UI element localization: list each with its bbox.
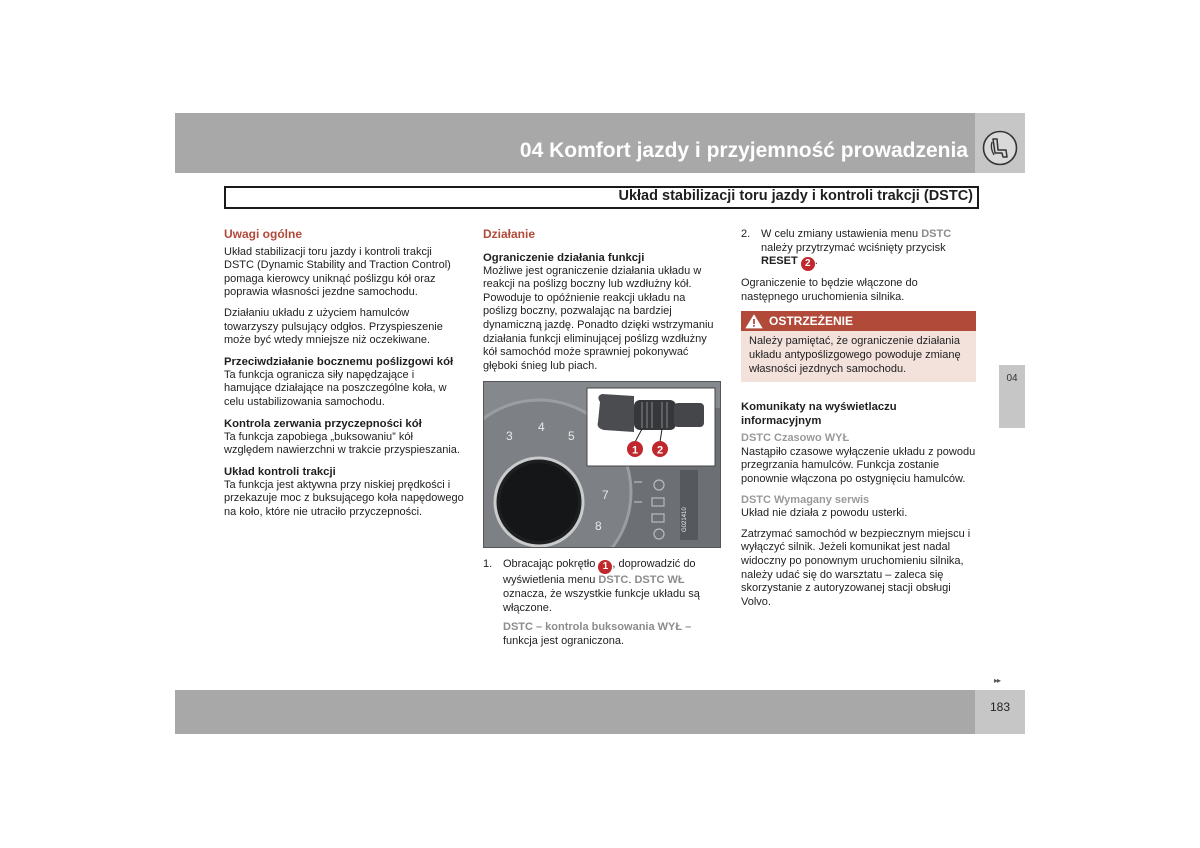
step-2-reset-button: RESET bbox=[761, 255, 798, 268]
general-paragraph-1: Układ stabilizacji toru jazdy i kontroli trakcji DSTC (Dynamic Stability and Traction Control) pomaga kierowcy uniknąć poślizgu kół oraz poprawia własności jezdne samochodu. bbox=[224, 245, 451, 299]
subsection-text-traction-control: Ta funkcja jest aktywna przy niskiej prędkości i przekazuje moc z buksującego koła napędowego na koło, które nie utraciło przyczepności. bbox=[224, 478, 464, 518]
general-paragraph-2: Działaniu układu z użyciem hamulców towarzyszy pulsujący odgłos. Przyspieszenie może być wtedy mniejsze niż oczekiwane. bbox=[224, 306, 443, 347]
continue-arrows-icon: ▸▸ bbox=[994, 676, 1001, 685]
callout-1: 1 bbox=[631, 444, 639, 457]
step-1-number: 1. bbox=[483, 558, 493, 571]
gauge-number-7: 7 bbox=[602, 488, 609, 503]
step-1-text-d: oznacza, że wszystkie funkcje układu są włączone. bbox=[503, 587, 700, 614]
instrument-cluster-drawing bbox=[484, 382, 720, 547]
page-number: 183 bbox=[989, 700, 1011, 714]
warning-title: OSTRZEŻENIE bbox=[769, 314, 854, 329]
callout-1-inline: 1 bbox=[598, 560, 612, 574]
footer-bar bbox=[175, 690, 975, 734]
gauge-number-3: 3 bbox=[506, 429, 513, 444]
step-1-text-a: Obracając pokrętło bbox=[503, 558, 599, 571]
seat-icon bbox=[982, 130, 1018, 166]
general-heading: Uwagi ogólne bbox=[224, 227, 302, 241]
step-2-menu: DSTC bbox=[921, 228, 952, 240]
message-2-text: Układ nie działa z powodu usterki. bbox=[741, 507, 908, 520]
message-1-title: DSTC Czasowo WYŁ bbox=[741, 432, 850, 445]
restriction-paragraph: Możliwe jest ograniczenie działania układu w reakcji na poślizg boczny lub wzdłużny kół. Powoduje to opóźnienie reakcji układu na poślizg boczny, pozwalając na bardziej dynamiczną jazdę. Ponadto dzięki wstrzymaniu działania funkcji eliminującej poślizg wzdłużny kół samochód może sprawniej pokonywać głęboki śnieg lub piach. bbox=[483, 264, 714, 372]
restriction-subtitle: Ograniczenie działania funkcji bbox=[483, 251, 645, 264]
step-2-text-a: W celu zmiany ustawienia menu bbox=[761, 228, 922, 240]
step-1-extra-grey: DSTC – kontrola buksowania WYŁ – bbox=[503, 621, 692, 634]
operation-heading: Działanie bbox=[483, 227, 536, 241]
step-2-text-b: należy przytrzymać wciśnięty przycisk bbox=[761, 241, 946, 254]
message-2-title: DSTC Wymagany serwis bbox=[741, 493, 870, 506]
step-1-extra-text: funkcja jest ograniczona. bbox=[503, 634, 625, 647]
warning-text: Należy pamiętać, że ograniczenie działania układu antypoślizgowego powoduje zmianę własności jezdnych samochodu. bbox=[741, 331, 976, 382]
gauge-number-8: 8 bbox=[595, 519, 602, 534]
chapter-title: 04 Komfort jazdy i przyjemność prowadzenia bbox=[519, 139, 968, 162]
step-1-menu: DSTC bbox=[598, 574, 629, 587]
step-2 bbox=[741, 228, 977, 271]
step-1-menu-on: DSTC WŁ bbox=[634, 574, 685, 587]
subsection-title-spin-control: Kontrola zerwania przyczepności kół bbox=[224, 417, 422, 430]
step-1-text-b: , doprowadzić do wyświetlenia menu bbox=[503, 558, 696, 587]
gauge-number-4: 4 bbox=[538, 420, 545, 435]
callout-2: 2 bbox=[656, 444, 664, 457]
column-general bbox=[224, 228, 464, 527]
subsection-text-spin-control: Ta funkcja zapobiega „buksowaniu” kół względem nawierzchni w trakcie przyspieszania. bbox=[224, 430, 460, 457]
step-2-text-c: . bbox=[814, 255, 818, 268]
figure-code: G021410 bbox=[682, 507, 688, 533]
final-paragraph: Zatrzymać samochód w bezpiecznym miejscu i wyłączyć silnik. Jeżeli komunikat jest nadal widoczny po ponownym uruchomieniu silnika, należy udać się do warsztatu – zaleca się skorzystanie z autoryzowanej stacji obsługi Volvo. bbox=[741, 527, 971, 608]
messages-heading: Komunikaty na wyświetlaczu informacyjnym bbox=[741, 401, 897, 428]
subsection-text-lateral-skid: Ta funkcja ogranicza siły napędzające i hamujące działające na poszczególne koła, w celu ustabilizowania samochodu. bbox=[224, 368, 447, 408]
step-1-extra bbox=[483, 621, 721, 648]
warning-box bbox=[741, 311, 976, 382]
section-title: Układ stabilizacji toru jazdy i kontroli trakcji (DSTC) bbox=[618, 188, 973, 204]
column-operation bbox=[483, 228, 721, 648]
message-1-text: Nastąpiło czasowe wyłączenie układu z powodu przegrzania hamulców. Funkcja zostanie ponownie włączona po ostygnięciu hamulców. bbox=[741, 445, 976, 485]
step-2-number: 2. bbox=[741, 228, 751, 240]
warning-triangle-icon bbox=[745, 314, 763, 329]
step-1-text-c: . bbox=[628, 574, 635, 587]
callout-2-inline: 2 bbox=[801, 257, 815, 271]
step-1 bbox=[483, 558, 721, 615]
subsection-title-traction-control: Układ kontroli trakcji bbox=[224, 465, 336, 478]
dashboard-illustration bbox=[483, 381, 721, 548]
gauge-number-5: 5 bbox=[568, 429, 575, 444]
subsection-title-lateral-skid: Przeciwdziałanie bocznemu poślizgowi kół bbox=[224, 355, 454, 368]
warning-header bbox=[741, 311, 976, 331]
chapter-tab-label: 04 bbox=[1006, 373, 1018, 384]
restriction-note: Ograniczenie to będzie włączone do następnego uruchomienia silnika. bbox=[741, 277, 918, 303]
column-messages bbox=[741, 228, 977, 616]
